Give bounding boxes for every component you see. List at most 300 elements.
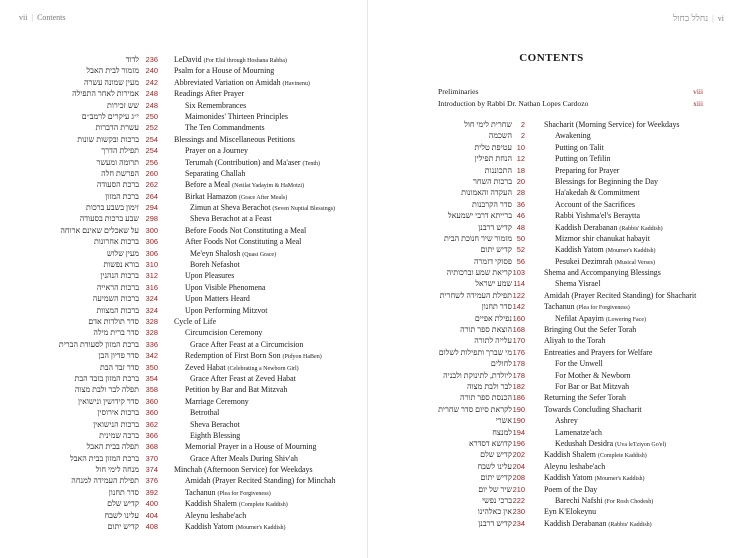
toc-hebrew-title: סדר ברית מילה xyxy=(93,328,139,338)
toc-page-number: 242 xyxy=(145,77,158,87)
toc-page-number: 400 xyxy=(145,499,158,509)
toc-page-number: 300 xyxy=(145,225,158,235)
toc-entry xyxy=(368,222,735,233)
toc-english-title: Grace After Feast at Zeved Habat xyxy=(190,373,296,383)
toc-entry xyxy=(368,506,735,517)
toc-page-number: 328 xyxy=(145,316,158,326)
toc-entry xyxy=(0,362,367,373)
toc-entry xyxy=(0,65,367,76)
toc-english-title: Readings After Prayer xyxy=(174,89,245,99)
right-page xyxy=(368,0,735,558)
toc-page-number: 294 xyxy=(145,203,158,213)
toc-page-number: 366 xyxy=(145,430,158,440)
toc-english-title: Upon Performing Mitzvot xyxy=(185,305,268,315)
toc-hebrew-title: תפילת הדרך xyxy=(101,146,139,156)
toc-hebrew-title: עטיפת טלית xyxy=(474,142,512,152)
toc-english-title: Kaddish Yatom (Mourner's Kaddish) xyxy=(185,522,286,532)
toc-hebrew-title: ברכת המזון בזבד הבת xyxy=(74,373,139,383)
toc-entry xyxy=(0,453,367,464)
toc-page-number: 256 xyxy=(145,157,158,167)
toc-english-title: Eighth Blessing xyxy=(190,430,241,440)
toc-entry xyxy=(368,278,735,289)
toc-entry xyxy=(0,202,367,213)
toc-hebrew-title: סדר קידושין ונישואין xyxy=(78,396,139,406)
toc-english-title: Returning the Sefer Torah xyxy=(544,393,626,403)
toc-hebrew-title: ברכה שמינית xyxy=(99,430,139,440)
toc-hebrew-title: שש זכירות xyxy=(107,100,139,110)
toc-page-number: 306 xyxy=(145,248,158,258)
toc-hebrew-title: ברכות ובקשות שונות xyxy=(77,134,139,144)
toc-entry xyxy=(0,487,367,498)
toc-hebrew-title: ברייתא דרבי ישמעאל xyxy=(447,211,512,221)
toc-hebrew-title: ברכי נפשי xyxy=(482,495,512,505)
toc-entry xyxy=(368,199,735,210)
toc-entry xyxy=(368,119,735,130)
toc-page-number: 114 xyxy=(513,279,525,289)
toc-page-number: 142 xyxy=(512,302,525,312)
toc-english-title: Zimun at Sheva Berachot (Seven Nuptial Blessings) xyxy=(190,203,336,213)
toc-entry xyxy=(368,290,735,301)
toc-english-title: Six Remembrances xyxy=(185,100,247,110)
toc-entry xyxy=(0,157,367,168)
toc-hebrew-title: ברכת המזון בבית האבל xyxy=(70,453,139,463)
toc-english-title: Lamenatze'ach xyxy=(555,427,602,437)
toc-entry xyxy=(0,225,367,236)
toc-hebrew-title: ברכות הנישואין xyxy=(93,419,139,429)
toc-hebrew-title: י״ג עיקרים לרמב״ם xyxy=(81,111,139,121)
toc-hebrew-title: ברכות אחרונות xyxy=(93,237,139,247)
toc-entry xyxy=(0,293,367,304)
toc-hebrew-title: מזמור לבית האבל xyxy=(86,66,139,76)
toc-hebrew-title: קדושא דסדרא xyxy=(468,438,512,448)
toc-hebrew-title: קריאת שמע וברכותיה xyxy=(446,268,512,278)
toc-entry xyxy=(0,122,367,133)
toc-hebrew-title: לבר ולבת מצוה xyxy=(466,381,512,391)
toc-page-number: 262 xyxy=(145,180,158,190)
toc-english-title: Circumcision Ceremony xyxy=(185,328,263,338)
toc-page-number: 194 xyxy=(512,427,525,437)
toc-hebrew-title: ברכות השחר xyxy=(472,176,512,186)
toc-page-number: 122 xyxy=(512,290,525,300)
toc-entry xyxy=(0,396,367,407)
toc-english-title: After Foods Not Constituting a Meal xyxy=(185,237,302,247)
toc-entry xyxy=(368,370,735,381)
toc-hebrew-title: מי שברך ותפילות לשלום xyxy=(438,347,512,357)
contents-title: CONTENTS xyxy=(519,52,584,64)
toc-entry xyxy=(368,301,735,312)
toc-english-title: Grace After Meals During Shiv'ah xyxy=(190,453,298,463)
toc-hebrew-title: קדיש יתום xyxy=(107,522,139,532)
toc-hebrew-title: העקדה והאמונות xyxy=(461,188,512,198)
toc-english-title: Kaddish Derabanan (Rabbis' Kaddish) xyxy=(544,518,652,528)
toc-hebrew-title: ברכות הנהנין xyxy=(100,271,139,281)
right-running-title: נחלל בחול xyxy=(673,13,709,23)
toc-entry xyxy=(368,518,735,529)
toc-page-number: 36 xyxy=(516,199,525,209)
toc-page-number: 103 xyxy=(512,268,525,278)
toc-hebrew-title: סדר פדיון הבן xyxy=(98,351,139,361)
toc-page-number: 324 xyxy=(145,294,158,304)
front-matter-list xyxy=(438,86,703,110)
toc-entry xyxy=(368,472,735,483)
toc-english-title: Entreaties and Prayers for Welfare xyxy=(544,347,653,357)
toc-page-number: 408 xyxy=(145,522,158,532)
left-page xyxy=(0,0,367,558)
toc-hebrew-title: פסוקי דזמרה xyxy=(474,256,512,266)
toc-english-title: Bringing Out the Sefer Torah xyxy=(544,325,637,335)
toc-entry xyxy=(0,327,367,338)
toc-english-title: Nefilat Apayim (Lowering Face) xyxy=(555,313,646,323)
toc-english-title: Ashrey xyxy=(555,416,578,426)
toc-page-number: 12 xyxy=(516,154,525,164)
toc-hebrew-title: אמירות לאחר התפילה xyxy=(72,89,139,99)
toc-page-number: 306 xyxy=(145,237,158,247)
toc-entry xyxy=(368,176,735,187)
toc-english-title: Blessings and Miscellaneous Petitions xyxy=(174,134,295,144)
toc-english-title: Putting on Talit xyxy=(555,142,604,152)
toc-entry xyxy=(0,236,367,247)
toc-entry xyxy=(0,270,367,281)
front-matter-page-number: xiii xyxy=(693,99,703,108)
toc-english-title: Sheva Berachot at a Feast xyxy=(190,214,272,224)
toc-entry xyxy=(368,381,735,392)
toc-hebrew-title: הנחת תפילין xyxy=(474,154,512,164)
toc-english-title: Aleynu leshabe'ach xyxy=(544,461,606,471)
toc-entry xyxy=(368,404,735,415)
toc-entry xyxy=(368,165,735,176)
toc-entry xyxy=(368,244,735,255)
toc-page-number: 392 xyxy=(145,487,158,497)
toc-hebrew-title: תפלה בבית האבל xyxy=(86,442,139,452)
toc-page-number: 196 xyxy=(512,438,525,448)
toc-entry xyxy=(368,256,735,267)
toc-entry xyxy=(0,134,367,145)
toc-english-title: Terumah (Contribution) and Ma'aser (Tenth) xyxy=(185,157,321,167)
right-page-number: vi xyxy=(717,14,724,23)
toc-entry xyxy=(368,153,735,164)
toc-page-number: 204 xyxy=(512,461,525,471)
toc-hebrew-title: שמע ישראל xyxy=(475,279,512,289)
toc-hebrew-title: קדיש יתום xyxy=(480,245,512,255)
toc-hebrew-title: ברכות הראייה xyxy=(96,282,139,292)
left-page-number: vii xyxy=(19,13,28,22)
toc-english-title: Prayer on a Journey xyxy=(185,146,248,156)
toc-entry xyxy=(368,324,735,335)
toc-hebrew-title: זימון בשבע ברכות xyxy=(86,203,139,213)
toc-hebrew-title: התכוננות xyxy=(484,165,512,175)
toc-english-title: Redemption of First Born Son (Pidyon HaBen) xyxy=(185,351,322,361)
toc-english-title: Shema Yisrael xyxy=(555,279,601,289)
toc-english-title: Kaddish Shalem (Complete Kaddish) xyxy=(544,450,647,460)
toc-page-number: 254 xyxy=(145,146,158,156)
toc-page-number: 168 xyxy=(512,325,525,335)
toc-page-number: 260 xyxy=(145,168,158,178)
toc-english-title: Cycle of Life xyxy=(174,316,217,326)
front-matter-label: Introduction by Rabbi Dr. Nathan Lopes Cardozo xyxy=(438,99,589,108)
toc-english-title: Account of the Sacrifices xyxy=(555,199,635,209)
toc-page-number: 342 xyxy=(145,351,158,361)
toc-hebrew-title: בורא נפשות xyxy=(103,260,139,270)
toc-entry xyxy=(368,210,735,221)
toc-page-number: 48 xyxy=(516,222,525,232)
toc-hebrew-title: סדר זבד הבת xyxy=(99,362,139,372)
toc-page-number: 248 xyxy=(145,89,158,99)
toc-english-title: The Ten Commandments xyxy=(185,123,265,133)
toc-entry xyxy=(0,100,367,111)
toc-entry xyxy=(368,130,735,141)
toc-english-title: Amidah (Prayer Recited Standing) for Minchah xyxy=(185,476,336,486)
toc-hebrew-title: עשרת הדברות xyxy=(95,123,139,133)
toc-page-number: 250 xyxy=(145,111,158,121)
toc-english-title: Me'eyn Shalosh (Quasi Grace) xyxy=(190,248,277,258)
toc-entry xyxy=(368,267,735,278)
toc-hebrew-title: ברכת המזון לסעודת הברית xyxy=(58,339,139,349)
toc-hebrew-title: נפילת אפיים xyxy=(474,313,512,323)
toc-entry xyxy=(0,305,367,316)
header-divider: | xyxy=(31,13,34,22)
toc-hebrew-title: מעין שלוש xyxy=(106,248,139,258)
toc-page-number: 208 xyxy=(512,473,525,483)
right-running-head xyxy=(673,13,724,23)
toc-hebrew-title: סדר הקרבנות xyxy=(472,199,512,209)
toc-hebrew-title: ברכות המצוות xyxy=(96,305,139,315)
toc-hebrew-title: על שאכלים שאינם ארוחה xyxy=(60,225,139,235)
toc-hebrew-title: הכנסת ספר תורה xyxy=(460,393,512,403)
front-matter-page-number: viii xyxy=(693,87,703,96)
toc-english-title: Grace After Feast at a Circumcision xyxy=(190,339,304,349)
toc-entry xyxy=(0,510,367,521)
toc-entry xyxy=(0,88,367,99)
toc-hebrew-title: תפילת העמידה לשחרית xyxy=(439,290,512,300)
toc-english-title: Abbreviated Variation on Amidah (Havinenu) xyxy=(174,77,310,87)
toc-page-number: 358 xyxy=(145,385,158,395)
toc-page-number: 298 xyxy=(145,214,158,224)
toc-hebrew-title: שחרית לימי חול xyxy=(464,120,512,129)
toc-hebrew-title: תרומה ומעשר xyxy=(96,157,139,167)
toc-hebrew-title: סדר תחנון xyxy=(108,487,139,497)
toc-page-number: 254 xyxy=(145,134,158,144)
toc-hebrew-title: למנצח xyxy=(492,427,512,437)
toc-english-title: Towards Concluding Shacharit xyxy=(544,404,642,414)
toc-english-title: Before a Meal (Netilat Yadayim & HaMotzi) xyxy=(185,180,305,190)
toc-page-number: 2 xyxy=(520,131,525,141)
toc-english-title: Marriage Ceremony xyxy=(185,396,249,406)
toc-english-title: Petition by Bar and Bat Mitzvah xyxy=(185,385,288,395)
toc-hebrew-title: מנחה לימי חול xyxy=(95,465,139,475)
toc-page-number: 328 xyxy=(145,328,158,338)
toc-page-number: 10 xyxy=(516,142,525,152)
toc-entry xyxy=(368,438,735,449)
toc-hebrew-title: סדר תחנון xyxy=(481,302,512,312)
toc-page-number: 240 xyxy=(145,66,158,76)
toc-page-number: 362 xyxy=(145,419,158,429)
toc-english-title: Tachanun (Plea for Forgiveness) xyxy=(185,487,271,497)
toc-english-title: Blessings for Beginning the Day xyxy=(555,176,659,186)
toc-hebrew-title: לחולים xyxy=(490,359,512,369)
toc-english-title: Upon Matters Heard xyxy=(185,294,250,304)
toc-entry xyxy=(0,498,367,509)
toc-entry xyxy=(0,111,367,122)
toc-hebrew-title: הוצאת ספר תורה xyxy=(460,325,512,335)
toc-entry xyxy=(0,145,367,156)
toc-hebrew-title: תפילת העמידה למנחה xyxy=(71,476,139,486)
toc-page-number: 252 xyxy=(145,123,158,133)
toc-entry xyxy=(0,407,367,418)
toc-entry xyxy=(0,521,367,532)
toc-entry xyxy=(0,168,367,179)
toc-hebrew-title: אין כאלהינו xyxy=(477,507,512,517)
toc-hebrew-title: שיר של יום xyxy=(478,484,512,494)
toc-entry xyxy=(0,350,367,361)
toc-page-number: 230 xyxy=(512,507,525,517)
toc-entry xyxy=(368,347,735,358)
toc-hebrew-title: קדיש דרבנן xyxy=(478,222,512,232)
right-toc-list xyxy=(368,119,735,529)
toc-page-number: 376 xyxy=(145,476,158,486)
toc-entry xyxy=(0,419,367,430)
toc-english-title: Awakening xyxy=(555,131,591,141)
toc-hebrew-title: עלייה לתורה xyxy=(474,336,512,346)
toc-english-title: Putting on Tefilin xyxy=(555,154,611,164)
toc-hebrew-title: לקראת סיום סדר שחרית xyxy=(438,404,512,414)
toc-hebrew-title: קדיש שלם xyxy=(480,450,512,460)
toc-page-number: 176 xyxy=(512,347,525,357)
toc-english-title: Birkat Hamazon (Grace After Meals) xyxy=(185,191,288,201)
toc-hebrew-title: ברכת המזון xyxy=(105,191,139,201)
toc-page-number: 336 xyxy=(145,339,158,349)
toc-entry xyxy=(0,282,367,293)
toc-page-number: 248 xyxy=(145,100,158,110)
toc-hebrew-title: השכמה xyxy=(488,131,512,141)
toc-english-title: Memorial Prayer in a House of Mourning xyxy=(185,442,317,452)
toc-entry xyxy=(368,233,735,244)
toc-page-number: 186 xyxy=(512,393,525,403)
toc-english-title: Poem of the Day xyxy=(544,484,598,494)
toc-hebrew-title: שבע ברכות בסעודה xyxy=(79,214,139,224)
toc-hebrew-title: סדר תולדות אדם xyxy=(88,316,139,326)
toc-page-number: 20 xyxy=(516,176,525,186)
toc-hebrew-title: קדיש דרבנן xyxy=(478,518,512,528)
toc-english-title: LeDavid (For Elul through Hoshana Rabba) xyxy=(174,55,287,64)
toc-entry xyxy=(0,464,367,475)
toc-entry xyxy=(0,316,367,327)
front-matter-entry xyxy=(438,86,703,98)
toc-hebrew-title: תפלה לבר ולבת מצוה xyxy=(74,385,139,395)
toc-english-title: Upon Pleasures xyxy=(185,271,235,281)
toc-english-title: Mizmor shir chanukat habayit xyxy=(555,233,650,243)
toc-page-number: 350 xyxy=(145,362,158,372)
front-matter-entry xyxy=(438,98,703,110)
toc-english-title: Kaddish Derabanan (Rabbis' Kaddish) xyxy=(555,222,663,232)
toc-hebrew-title: מזמור שיר חנוכת הבית xyxy=(443,233,512,243)
toc-english-title: Barechi Nafshi (For Rosh Chodesh) xyxy=(555,495,654,505)
toc-english-title: Shema and Accompanying Blessings xyxy=(544,268,661,278)
toc-page-number: 50 xyxy=(516,233,525,243)
toc-entry xyxy=(0,339,367,350)
toc-english-title: Boreh Nefashot xyxy=(190,260,240,270)
toc-page-number: 190 xyxy=(512,404,525,414)
toc-hebrew-title: הפרשת חלה xyxy=(101,168,139,178)
toc-english-title: Sheva Berachot xyxy=(190,419,240,429)
toc-english-title: For the Unwell xyxy=(555,359,603,369)
toc-page-number: 28 xyxy=(516,188,525,198)
toc-hebrew-title: ברכות השמיעה xyxy=(92,294,139,304)
toc-hebrew-title: אשרי xyxy=(495,416,512,426)
toc-entry xyxy=(368,427,735,438)
toc-english-title: Maimonides' Thirteen Principles xyxy=(185,111,288,121)
left-running-title: Contents xyxy=(37,13,66,22)
toc-entry xyxy=(0,213,367,224)
toc-page-number: 18 xyxy=(516,165,525,175)
toc-hebrew-title: ברכות אירוסין xyxy=(97,408,139,418)
toc-entry xyxy=(368,415,735,426)
toc-page-number: 264 xyxy=(145,191,158,201)
toc-page-number: 170 xyxy=(512,336,525,346)
toc-entry xyxy=(0,259,367,270)
toc-entry xyxy=(368,461,735,472)
toc-english-title: Aliyah to the Torah xyxy=(544,336,606,346)
left-toc-list xyxy=(0,54,367,532)
toc-english-title: Kaddish Yatom (Mourner's Kaddish) xyxy=(555,245,656,255)
toc-entry xyxy=(0,373,367,384)
toc-english-title: Psalm for a House of Mourning xyxy=(174,66,275,76)
toc-page-number: 2 xyxy=(520,120,525,129)
toc-page-number: 236 xyxy=(145,55,158,64)
toc-page-number: 312 xyxy=(145,271,158,281)
toc-english-title: Before Foods Not Constituting a Meal xyxy=(185,225,307,235)
toc-entry xyxy=(368,313,735,324)
toc-page-number: 374 xyxy=(145,465,158,475)
front-matter-label: Preliminaries xyxy=(438,87,479,96)
toc-page-number: 178 xyxy=(512,359,525,369)
toc-english-title: Ha'akedah & Commitment xyxy=(555,188,640,198)
toc-entry xyxy=(0,430,367,441)
toc-entry xyxy=(368,449,735,460)
toc-english-title: Aleynu leshabe'ach xyxy=(185,510,247,520)
toc-entry xyxy=(368,484,735,495)
toc-entry xyxy=(368,335,735,346)
toc-entry xyxy=(0,179,367,190)
toc-english-title: Betrothal xyxy=(190,408,220,418)
toc-english-title: Pesukei Dezimrah (Musical Verses) xyxy=(555,256,655,266)
toc-english-title: Kedushah Desidra (Uva leTziyon Go'el) xyxy=(555,438,667,448)
toc-entry xyxy=(0,191,367,202)
toc-entry xyxy=(368,495,735,506)
toc-page-number: 360 xyxy=(145,396,158,406)
left-running-head xyxy=(19,13,66,22)
toc-english-title: For Bar or Bat Mitzvah xyxy=(555,381,630,391)
toc-english-title: Eyn K'Elokeynu xyxy=(544,507,597,517)
toc-entry xyxy=(0,384,367,395)
toc-page-number: 324 xyxy=(145,305,158,315)
toc-english-title: Shacharit (Morning Service) for Weekdays xyxy=(544,120,680,129)
toc-page-number: 52 xyxy=(516,245,525,255)
toc-page-number: 56 xyxy=(516,256,525,266)
toc-english-title: Preparing for Prayer xyxy=(555,165,620,175)
header-divider: | xyxy=(712,14,714,23)
toc-hebrew-title: ליולדת, לתינוקת ולבניה xyxy=(443,370,512,380)
toc-english-title: Zeved Habat (Celebrating a Newborn Girl) xyxy=(185,362,299,372)
toc-hebrew-title: עלינו לשבח xyxy=(104,510,139,520)
toc-english-title: Kaddish Shalem (Complete Kaddish) xyxy=(185,499,288,509)
toc-entry xyxy=(0,475,367,486)
toc-page-number: 178 xyxy=(512,370,525,380)
toc-page-number: 182 xyxy=(512,381,525,391)
toc-entry xyxy=(368,392,735,403)
toc-entry xyxy=(368,187,735,198)
toc-english-title: Kaddish Yatom (Mourner's Kaddish) xyxy=(544,473,645,483)
toc-hebrew-title: מעין שמונה עשרה xyxy=(83,77,139,87)
